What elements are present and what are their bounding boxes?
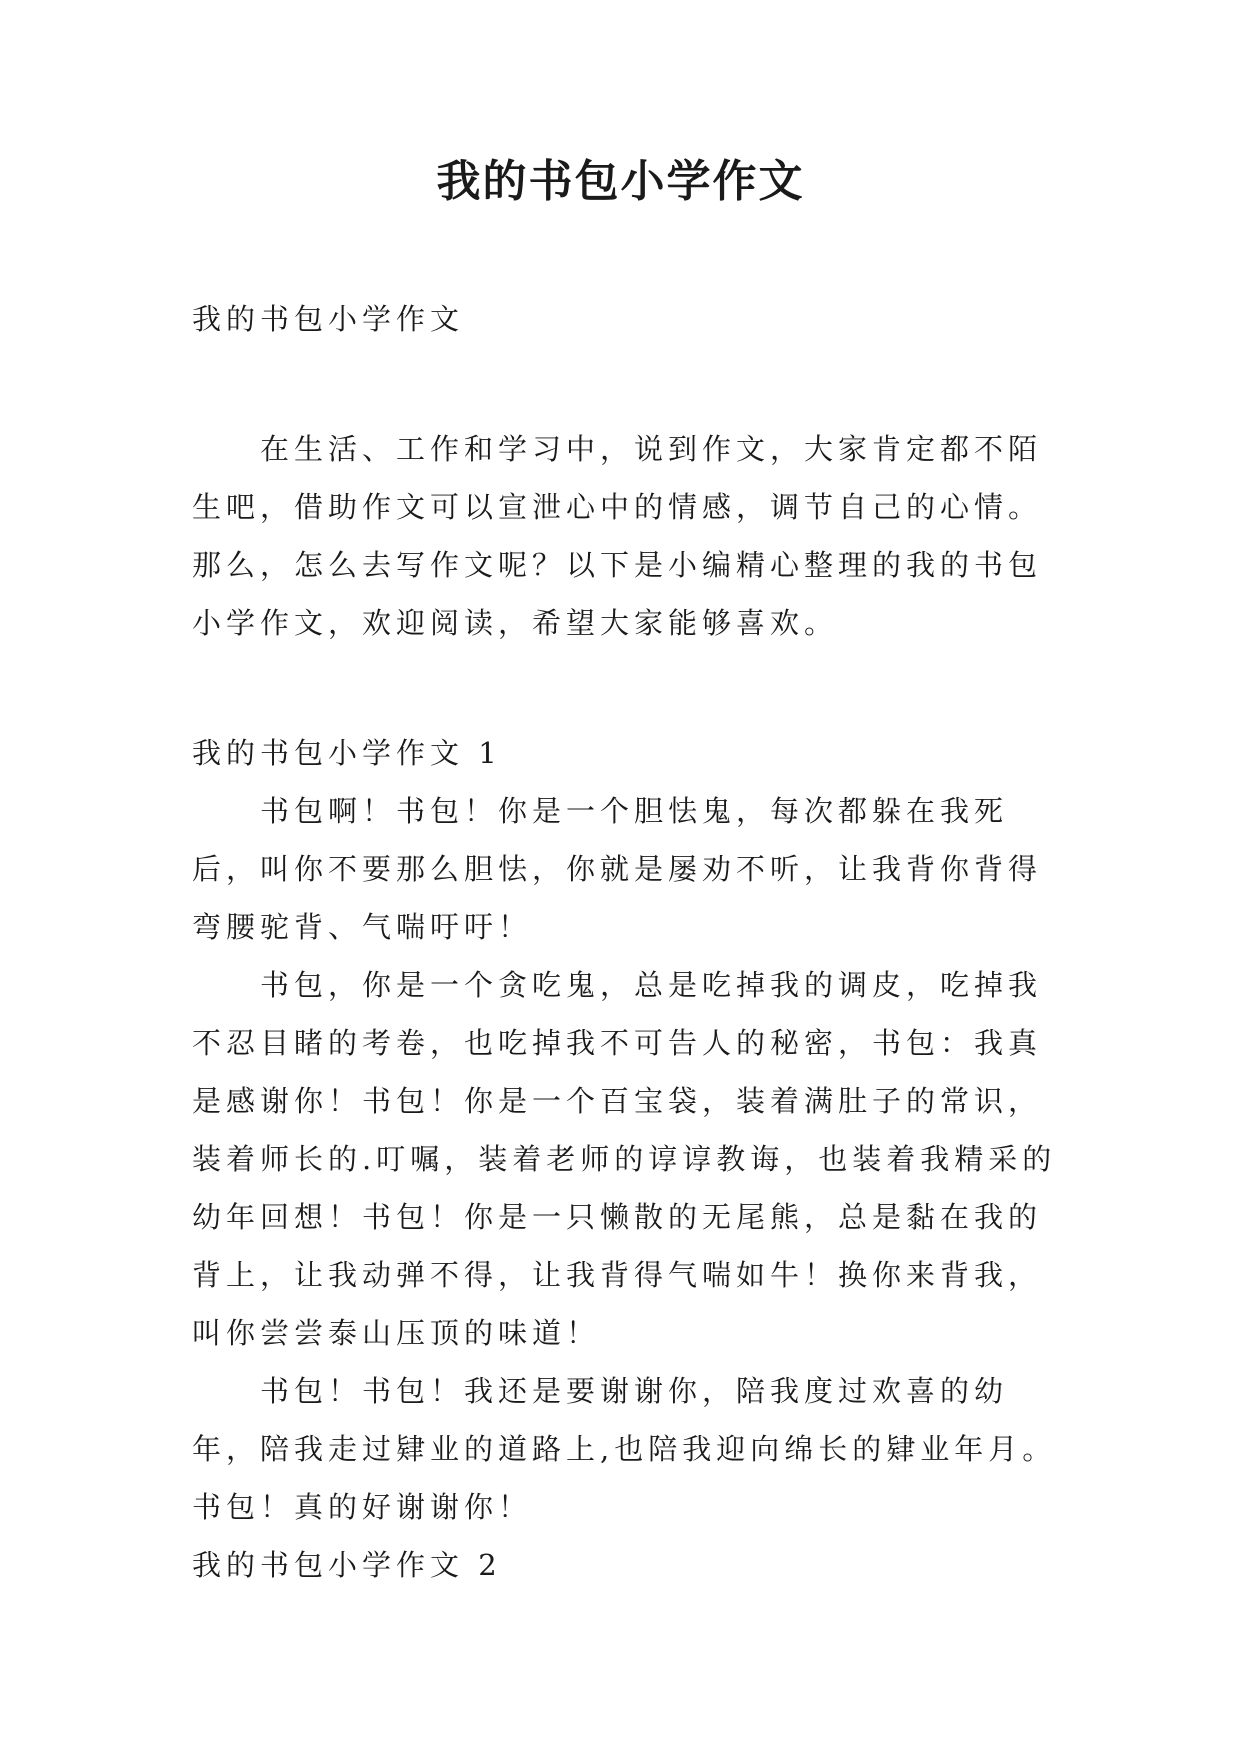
section-1-paragraph-2: 书包，你是一个贪吃鬼，总是吃掉我的调皮，吃掉我不忍目睹的考卷，也吃掉我不可告人的秘密，书包：我真是感谢你！书包！你是一个百宝袋，装着满肚子的常识，装着师长的.叮嘱，装着老师的谆谆教诲，也装着我精采的幼年回想！书包！你是一只懒散的无尾熊，总是黏在我的背上，让我动弹不得，让我背得气喘如牛！换你来背我，叫你尝尝泰山压顶的味道！ xyxy=(192,968,1057,1350)
section-1-paragraph-3: 书包！书包！我还是要谢谢你，陪我度过欢喜的幼年，陪我走过肄业的道路上,也陪我迎向绵长的肄业年月。书包！真的好谢谢你！ xyxy=(192,1374,1057,1524)
document-title: 我的书包小学作文 xyxy=(436,156,805,207)
section-1-paragraph-1: 书包啊！书包！你是一个胆怯鬼，每次都躲在我死后，叫你不要那么胆怯，你就是屡劝不听，让我背你背得弯腰驼背、气喘吁吁！ xyxy=(192,794,1043,944)
spacer xyxy=(192,652,1072,724)
section-heading-1: 我的书包小学作文 1 xyxy=(192,736,502,770)
intro-paragraph: 在生活、工作和学习中，说到作文，大家肯定都不陌生吧，借助作文可以宣泄心中的情感，调节自己的心情。那么，怎么去写作文呢？以下是小编精心整理的我的书包小学作文，欢迎阅读，希望大家能够喜欢。 xyxy=(192,432,1043,640)
document-body xyxy=(192,290,1072,1594)
section-heading-2: 我的书包小学作文 2 xyxy=(192,1548,502,1582)
spacer xyxy=(192,348,1072,420)
document-subtitle: 我的书包小学作文 xyxy=(192,302,465,336)
